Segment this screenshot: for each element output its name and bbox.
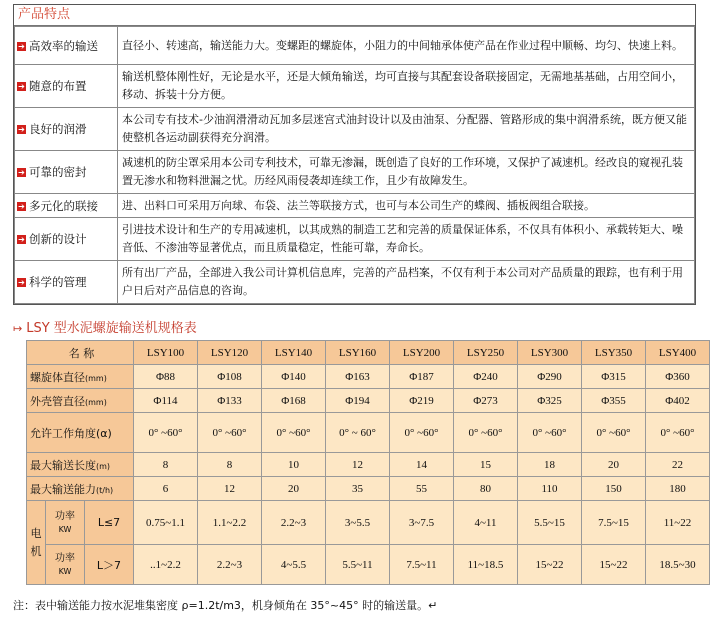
motor-row-gt7 [27, 545, 710, 585]
feature-row [15, 261, 695, 304]
spec-cell: 12 [198, 477, 262, 501]
model-header: LSY300 [518, 341, 582, 365]
spec-cell: 0° ~ 60° [326, 413, 390, 453]
feature-name-cell: ➔ 多元化的联接 [15, 194, 118, 218]
spec-cell: 7.5~15 [582, 501, 646, 545]
model-header: LSY350 [582, 341, 646, 365]
spec-cell: Φ273 [454, 389, 518, 413]
power-label: 功率 KW [46, 545, 85, 585]
spec-row-label: 允许工作角度(α) [27, 413, 134, 453]
length-condition: L＞7 [85, 545, 134, 585]
spec-cell: Φ114 [134, 389, 198, 413]
spec-cell: 14 [390, 453, 454, 477]
spec-cell: 0.75~1.1 [134, 501, 198, 545]
spec-row-label: 螺旋体直径(mm) [27, 365, 134, 389]
spec-cell: 6 [134, 477, 198, 501]
feature-desc: 本公司专有技术-少油润滑滑动瓦加多层迷宫式油封设计以及由油泵、分配器、管路形成的集中润滑系统，既方便又能使整机各运动副获得充分润滑。 [118, 108, 695, 151]
model-header: LSY160 [326, 341, 390, 365]
feature-desc: 进、出料口可采用万向球、布袋、法兰等联接方式，也可与本公司生产的蝶阀、插板阀组合联接。 [118, 194, 695, 218]
spec-cell: 20 [262, 477, 326, 501]
spec-row-label: 最大输送长度(m) [27, 453, 134, 477]
arrow-icon: ➔ [18, 82, 25, 91]
spec-cell: 2.2~3 [262, 501, 326, 545]
spec-cell: 4~5.5 [262, 545, 326, 585]
spec-note: 注：表中输送能力按水泥堆集密度 ρ=1.2t/m3，机身倾角在 35°~45° 时的输送量。↵ [13, 599, 438, 612]
spec-cell: 150 [582, 477, 646, 501]
spec-cell: Φ240 [454, 365, 518, 389]
spec-cell: Φ355 [582, 389, 646, 413]
feature-name-cell: ➔ 随意的布置 [15, 65, 118, 108]
spec-row-label: 外壳管直径(mm) [27, 389, 134, 413]
spec-row-label: 最大输送能力(t/h) [27, 477, 134, 501]
spec-cell: 20 [582, 453, 646, 477]
spec-cell: Φ290 [518, 365, 582, 389]
spec-cell: 3~7.5 [390, 501, 454, 545]
features-panel [13, 4, 696, 305]
spec-cell: 0° ~60° [582, 413, 646, 453]
spec-cell: 10 [262, 453, 326, 477]
spec-cell: 0° ~60° [454, 413, 518, 453]
model-header: LSY120 [198, 341, 262, 365]
spec-cell: 80 [454, 477, 518, 501]
spec-table [26, 340, 710, 585]
spec-cell: 5.5~15 [518, 501, 582, 545]
spec-cell: Φ133 [198, 389, 262, 413]
spec-cell: Φ187 [390, 365, 454, 389]
spec-row [27, 365, 710, 389]
spec-cell: 180 [646, 477, 710, 501]
feature-name-cell: ➔ 良好的润滑 [15, 108, 118, 151]
spec-cell: Φ219 [390, 389, 454, 413]
arrow-icon: ➔ [18, 235, 25, 244]
model-header: LSY200 [390, 341, 454, 365]
feature-desc: 所有出厂产品，全部进入我公司计算机信息库，完善的产品档案，不仅有利于本公司对产品质量的跟踪，也有利于用户日后对产品信息的咨询。 [118, 261, 695, 304]
spec-title: ↦ LSY 型水泥螺旋输送机规格表 [13, 321, 197, 336]
feature-row [15, 27, 695, 65]
spec-title-marker: ↦ [13, 322, 23, 335]
spec-cell: 11~18.5 [454, 545, 518, 585]
spec-cell: Φ360 [646, 365, 710, 389]
feature-row [15, 218, 695, 261]
motor-label: 电机 [27, 501, 46, 585]
arrow-icon: ➔ [18, 201, 25, 211]
spec-row [27, 413, 710, 453]
spec-cell: 7.5~11 [390, 545, 454, 585]
spec-cell: 8 [198, 453, 262, 477]
spec-cell: 4~11 [454, 501, 518, 545]
spec-row [27, 477, 710, 501]
spec-cell: 0° ~60° [518, 413, 582, 453]
spec-cell: Φ108 [198, 365, 262, 389]
feature-name-cell: ➔ 高效率的输送 [15, 27, 118, 65]
feature-desc: 引进技术设计和生产的专用减速机，以其成熟的制造工艺和完善的质量保证体系，不仅具有体积小、承载转矩大、噪音低、不渗油等显著优点，而且质量稳定，性能可靠，寿命长。 [118, 218, 695, 261]
spec-cell: 5.5~11 [326, 545, 390, 585]
spec-cell: Φ163 [326, 365, 390, 389]
power-label: 功率 KW [46, 501, 85, 545]
spec-cell: 18 [518, 453, 582, 477]
spec-cell: Φ168 [262, 389, 326, 413]
spec-row [27, 453, 710, 477]
spec-cell: Φ194 [326, 389, 390, 413]
spec-cell: 18.5~30 [646, 545, 710, 585]
motor-row-le7 [27, 501, 710, 545]
spec-cell: 8 [134, 453, 198, 477]
spec-row [27, 389, 710, 413]
spec-cell: 0° ~60° [198, 413, 262, 453]
feature-desc: 输送机整体刚性好，无论是水平，还是大倾角输送，均可直接与其配套设备联接固定，无需地基基础，占用空间小，移动、拆装十分方便。 [118, 65, 695, 108]
spec-cell: 15~22 [582, 545, 646, 585]
feature-desc: 直径小、转速高，输送能力大。变螺距的螺旋体，小阻力的中间轴承体使产品在作业过程中顺畅、均匀、快速上料。 [118, 27, 695, 65]
spec-cell: 0° ~60° [134, 413, 198, 453]
spec-cell: ..1~2.2 [134, 545, 198, 585]
spec-cell: 15~22 [518, 545, 582, 585]
spec-cell: Φ315 [582, 365, 646, 389]
spec-cell: 110 [518, 477, 582, 501]
feature-row [15, 108, 695, 151]
spec-cell: 0° ~60° [646, 413, 710, 453]
model-header: LSY250 [454, 341, 518, 365]
spec-name-header: 名 称 [27, 341, 134, 365]
spec-cell: 12 [326, 453, 390, 477]
model-header: LSY400 [646, 341, 710, 365]
feature-name-cell: ➔ 科学的管理 [15, 261, 118, 304]
spec-cell: 3~5.5 [326, 501, 390, 545]
feature-name-cell: ➔ 可靠的密封 [15, 151, 118, 194]
spec-cell: 15 [454, 453, 518, 477]
spec-header-row [27, 341, 710, 365]
spec-cell: 11~22 [646, 501, 710, 545]
feature-name-cell: ➔ 创新的设计 [15, 218, 118, 261]
feature-desc: 减速机的防尘罩采用本公司专利技术，可靠无渗漏，既创造了良好的工作环境，又保护了减速机。经改良的窥视孔装置无渗水和物料泄漏之忧。历经风雨侵袭却连续工作，且少有故障发生。 [118, 151, 695, 194]
length-condition: L≤7 [85, 501, 134, 545]
spec-cell: Φ402 [646, 389, 710, 413]
spec-cell: Φ88 [134, 365, 198, 389]
spec-cell: Φ325 [518, 389, 582, 413]
arrow-icon: ➔ [18, 168, 25, 177]
feature-row [15, 194, 695, 218]
spec-cell: 1.1~2.2 [198, 501, 262, 545]
features-title: 产品特点 [14, 5, 695, 26]
feature-row [15, 65, 695, 108]
spec-cell: 22 [646, 453, 710, 477]
spec-cell: Φ140 [262, 365, 326, 389]
spec-cell: 55 [390, 477, 454, 501]
spec-cell: 2.2~3 [198, 545, 262, 585]
feature-row [15, 151, 695, 194]
model-header: LSY140 [262, 341, 326, 365]
model-header: LSY100 [134, 341, 198, 365]
spec-cell: 35 [326, 477, 390, 501]
arrow-icon: ➔ [18, 125, 25, 134]
features-table [14, 26, 695, 304]
spec-cell: 0° ~60° [390, 413, 454, 453]
spec-cell: 0° ~60° [262, 413, 326, 453]
arrow-icon: ➔ [18, 41, 25, 51]
arrow-icon: ➔ [18, 278, 25, 287]
